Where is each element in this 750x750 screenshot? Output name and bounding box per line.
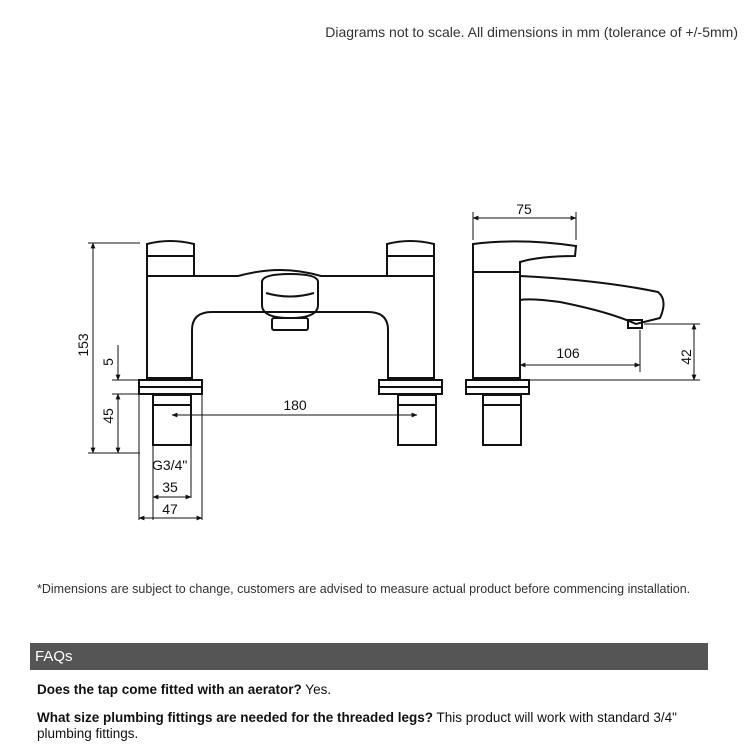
side-handle (473, 241, 576, 272)
faq-item (37, 710, 707, 742)
dim-spout-reach: 106 (556, 345, 580, 361)
faq-answer: This product will work with standard 3/4" plumbing fittings. (37, 710, 677, 741)
side-body (473, 272, 520, 378)
right-leg (398, 395, 436, 445)
side-view (466, 241, 664, 445)
faq-question: What size plumbing fittings are needed for the threaded legs? (37, 710, 434, 725)
dim-projection: 75 (516, 201, 532, 217)
dim-spout-height: 42 (678, 349, 694, 365)
faq-question: Does the tap come fitted with an aerator? (37, 682, 302, 697)
faq-item (37, 682, 707, 698)
scale-note: Diagrams not to scale. All dimensions in mm (tolerance of +/-5mm) (325, 24, 738, 40)
dim-centres: 180 (283, 397, 307, 413)
faq-answer: Yes. (301, 682, 332, 697)
side-leg (483, 395, 521, 445)
dim-height-total: 153 (75, 333, 91, 357)
dimension-lines (88, 212, 700, 520)
dim-leg-outer: 47 (162, 501, 178, 517)
side-spout (520, 276, 664, 324)
dim-leg-inner: 35 (162, 479, 178, 495)
dim-thread: G3/4" (152, 457, 188, 473)
left-handle (147, 241, 194, 276)
left-leg (153, 395, 191, 445)
bridge-body (147, 270, 434, 378)
right-handle (387, 241, 434, 276)
dim-leg-height: 45 (100, 408, 116, 424)
dim-deck-thickness: 5 (100, 358, 116, 366)
aerator (272, 318, 308, 330)
front-view (139, 241, 442, 445)
faq-heading: FAQs (30, 643, 708, 670)
disclaimer: *Dimensions are subject to change, customers are advised to measure actual product before commencing installation. (37, 582, 691, 596)
